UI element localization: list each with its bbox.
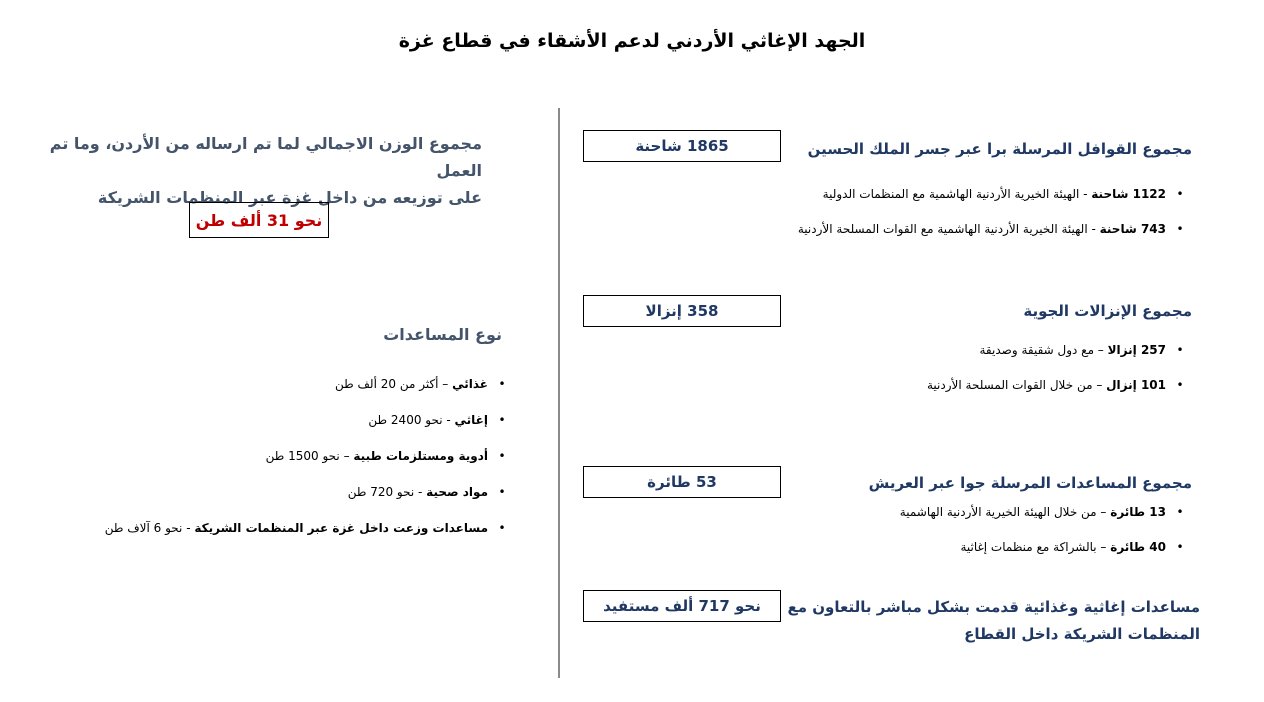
item-value: 40 طائرة (1110, 540, 1166, 554)
direct-aid-heading-line: مساعدات إغاثية وغذائية قدمت بشكل مباشر بالتعاون مع (787, 598, 1200, 616)
airdrops-heading: مجموع الإنزالات الجوية (1023, 302, 1192, 320)
direct-aid-heading-line: المنظمات الشريكة داخل القطاع (964, 625, 1200, 643)
total-weight-heading-line: على توزيعه من داخل غزة عبر المنظمات الشريكة (97, 188, 482, 207)
bullet-icon: • (498, 449, 506, 463)
item-value: 257 إنزالا (1107, 343, 1166, 357)
list-item (798, 184, 1194, 219)
bullet-icon: • (1176, 187, 1184, 201)
arish-total-box: 53 طائرة (583, 466, 781, 498)
bullet-icon: • (1176, 505, 1184, 519)
item-text: - نحو 2400 طن (368, 413, 455, 427)
item-label: غذائي (452, 377, 488, 391)
item-text: - نحو 720 طن (347, 485, 427, 499)
vertical-divider (558, 108, 560, 678)
convoys-heading: مجموع القوافل المرسلة برا عبر جسر الملك الحسين (807, 140, 1192, 158)
item-value: 13 طائرة (1110, 505, 1166, 519)
list-item (900, 537, 1194, 572)
bullet-icon: • (1176, 540, 1184, 554)
bullet-icon: • (498, 377, 506, 391)
item-text: - الهيئة الخيرية الأردنية الهاشمية مع المنظمات الدولية (822, 187, 1092, 201)
list-item (105, 410, 516, 446)
item-text: – بالشراكة مع منظمات إغاثية (960, 540, 1111, 554)
bullet-icon: • (498, 521, 506, 535)
direct-aid-box: نحو 717 ألف مستفيد (583, 590, 781, 622)
item-text: – من خلال الهيئة الخيرية الأردنية الهاشمية (899, 505, 1111, 519)
bullet-icon: • (1176, 343, 1184, 357)
direct-aid-heading (787, 594, 1200, 648)
aid-types-list (105, 374, 516, 554)
item-text: - الهيئة الخيرية الأردنية الهاشمية مع القوات المسلحة الأردنية (797, 222, 1100, 236)
bullet-icon: • (498, 485, 506, 499)
bullet-icon: • (498, 413, 506, 427)
total-weight-box: نحو 31 ألف طن (189, 202, 329, 238)
item-value: 743 شاحنة (1099, 222, 1166, 236)
airdrops-list (927, 340, 1194, 410)
total-weight-heading (42, 130, 482, 211)
list-item (927, 375, 1194, 410)
item-text: - نحو 6 آلاف طن (104, 521, 195, 535)
list-item (900, 502, 1194, 537)
arish-heading: مجموع المساعدات المرسلة جوا عبر العريش (868, 474, 1192, 492)
aid-types-heading: نوع المساعدات (383, 325, 502, 344)
item-label: مساعدات وزعت داخل غزة عبر المنظمات الشريكة (194, 521, 488, 535)
list-item (798, 219, 1194, 254)
list-item (105, 374, 516, 410)
airdrops-total-box: 358 إنزالا (583, 295, 781, 327)
item-text: – أكثر من 20 ألف طن (334, 377, 453, 391)
list-item (105, 446, 516, 482)
item-label: أدوية ومستلزمات طبية (353, 449, 488, 463)
page-title: الجهد الإغاثي الأردني لدعم الأشقاء في قطاع غزة (398, 30, 866, 52)
list-item (105, 518, 516, 554)
arish-list (900, 502, 1194, 572)
bullet-icon: • (1176, 222, 1184, 236)
item-text: – مع دول شقيقة وصديقة (979, 343, 1108, 357)
bullet-icon: • (1176, 378, 1184, 392)
item-text: – من خلال القوات المسلحة الأردنية (927, 378, 1107, 392)
list-item (927, 340, 1194, 375)
item-text: – نحو 1500 طن (265, 449, 354, 463)
list-item (105, 482, 516, 518)
item-label: إغاثي (454, 413, 488, 427)
total-weight-heading-line: مجموع الوزن الاجمالي لما تم ارساله من الأردن، وما تم العمل (49, 134, 482, 180)
convoys-total-box: 1865 شاحنة (583, 130, 781, 162)
item-value: 101 إنزال (1106, 378, 1166, 392)
item-label: مواد صحية (426, 485, 488, 499)
convoys-list (798, 184, 1194, 254)
item-value: 1122 شاحنة (1091, 187, 1166, 201)
